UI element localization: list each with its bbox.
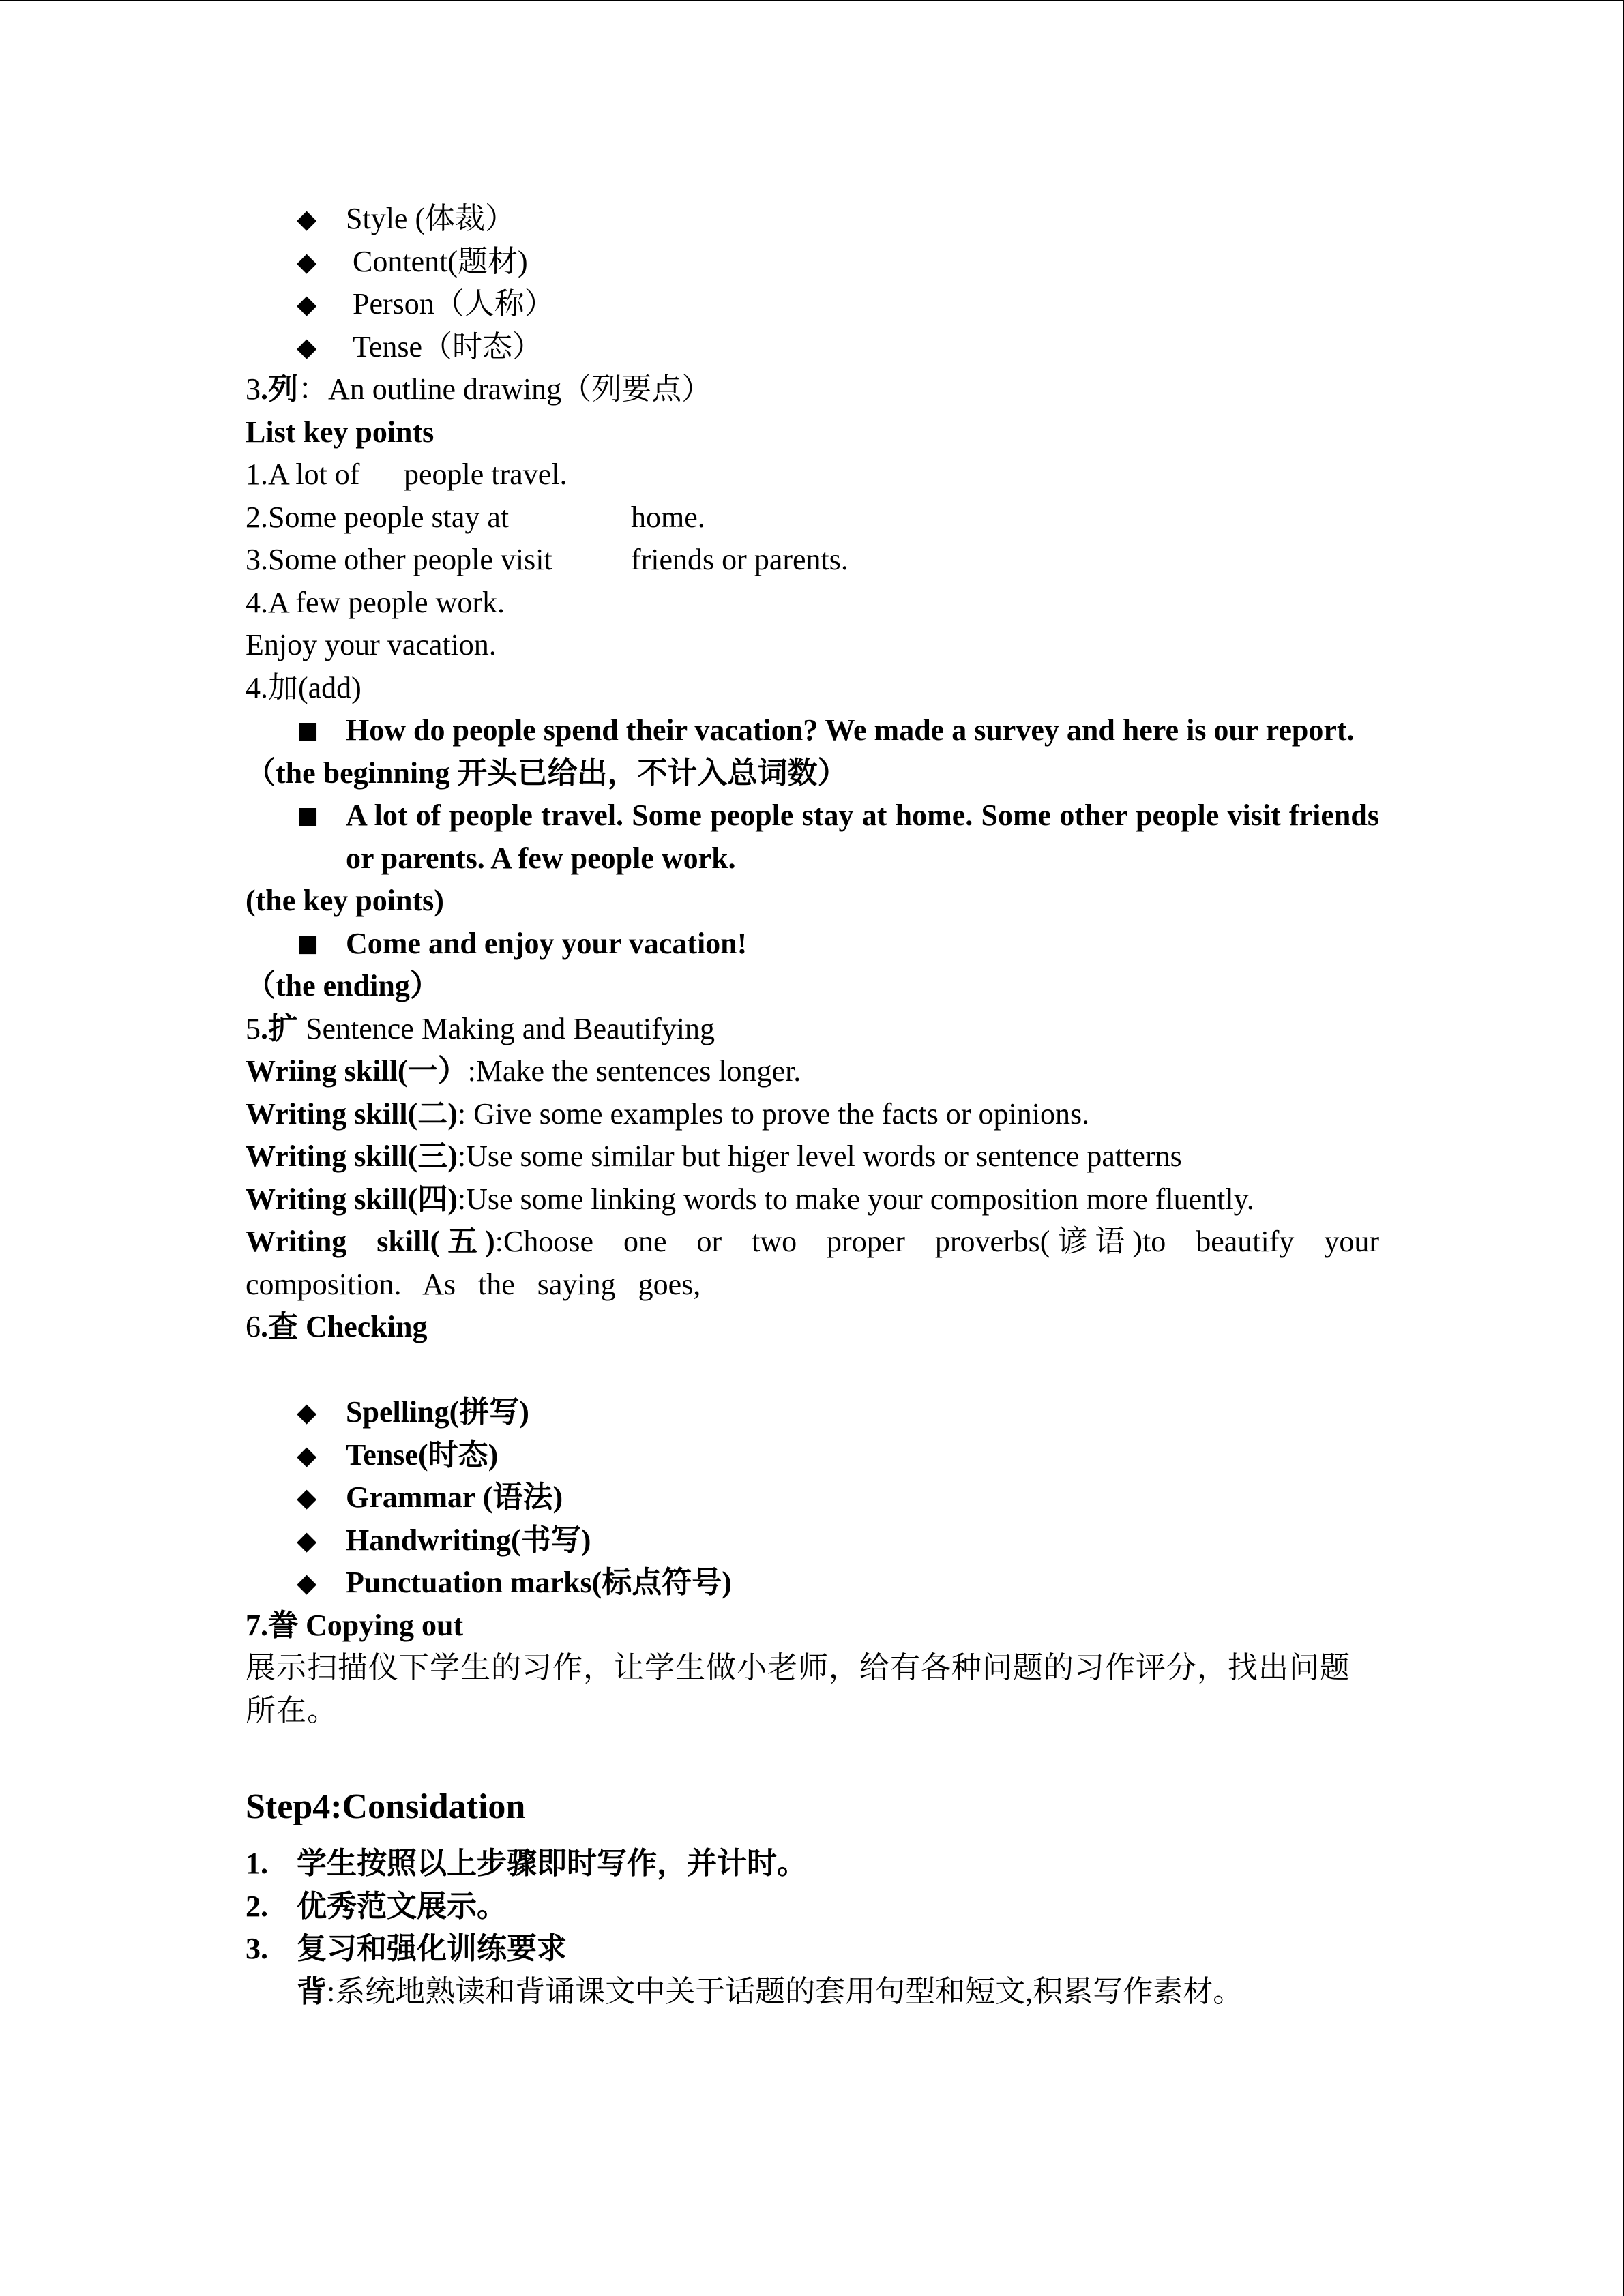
list-key-points-label: List key points (246, 415, 434, 449)
step-7-text: 展示扫描仪下学生的习作，让学生做小老师，给有各种问题的习作评分，找出问题所在。 (246, 1651, 1350, 1727)
diamond-bullet-icon: ◆ (297, 204, 317, 234)
diamond-bullet-icon: ◆ (297, 1525, 317, 1555)
list-item: ◆ Content(题材) (246, 241, 1379, 284)
check-item: ◆ Punctuation marks(标点符号) (246, 1562, 1379, 1605)
diamond-bullet-icon: ◆ (297, 246, 317, 277)
document-page (246, 198, 1379, 2013)
key-point-line: 4.A few people work. (246, 585, 505, 619)
add-item: ■ A lot of people travel. Some people stay at home. Some other people visit friends or parents. A few people work. (246, 794, 1379, 880)
section-heading: Step4:Considation (246, 1787, 526, 1826)
step-5-heading: 5.扩 Sentence Making and Beautifying (246, 1011, 715, 1045)
diamond-bullet-icon: ◆ (297, 331, 317, 362)
key-point-line: 1.A lot of people travel. (246, 458, 567, 491)
writing-skill-line: Writing skill(五):Choose one or two proper proverbs(谚语)to beautify your composition. As the saying goes, (246, 1225, 1379, 1301)
diamond-bullet-icon: ◆ (297, 1397, 317, 1427)
check-item: ◆ Handwriting(书写) (246, 1519, 1379, 1562)
list-item: ◆ Person（人称） (246, 283, 1379, 326)
add-item: ■ Come and enjoy your vacation! (246, 923, 1379, 966)
key-point-line: 3.Some other people visit friends or parents. (246, 543, 848, 576)
check-item: ◆ Tense(时态) (246, 1434, 1379, 1477)
list-item: ◆ Tense（时态） (246, 326, 1379, 369)
numbered-item: 2. 优秀范文展示。 (246, 1889, 507, 1923)
writing-skill-line: Writing skill(二): Give some examples to prove the facts or opinions. (246, 1097, 1090, 1131)
check-item: ◆ Spelling(拼写) (246, 1391, 1379, 1434)
page-top-border (0, 0, 1624, 1)
list-item: ◆ Style (体裁） (246, 198, 1379, 241)
square-bullet-icon: ■ (297, 802, 319, 829)
numbered-item: 1. 学生按照以上步骤即时写作，并计时。 (246, 1847, 807, 1880)
add-item-note: (the key points) (246, 884, 444, 917)
diamond-bullet-icon: ◆ (297, 1568, 317, 1598)
writing-skill-line: Writing skill(三):Use some similar but higer level words or sentence patterns (246, 1139, 1182, 1173)
check-item: ◆ Grammar (语法) (246, 1476, 1379, 1519)
square-bullet-icon: ■ (297, 929, 319, 957)
writing-skill-line: Writing skill(四):Use some linking words to make your composition more fluently. (246, 1182, 1254, 1216)
step-7-heading: 7.誊 Copying out (246, 1608, 464, 1642)
add-item: ■ How do people spend their vacation? We made a survey and here is our report. (246, 709, 1379, 752)
numbered-item: 3. 复习和强化训练要求 (246, 1932, 567, 1965)
step-3-heading: 3.列：An outline drawing（列要点） (246, 372, 712, 406)
step-6-heading: 6.查 Checking (246, 1310, 428, 1343)
add-item-note: （the ending） (246, 969, 440, 1002)
enjoy-line: Enjoy your vacation. (246, 628, 497, 661)
add-item-note: （the beginning 开头已给出，不计入总词数） (246, 756, 848, 790)
key-point-line: 2.Some people stay at home. (246, 500, 705, 534)
spacer (246, 1349, 1379, 1392)
square-bullet-icon: ■ (297, 717, 319, 744)
diamond-bullet-icon: ◆ (297, 289, 317, 319)
diamond-bullet-icon: ◆ (297, 1482, 317, 1512)
recite-line: 背:系统地熟读和背诵课文中关于话题的套用句型和短文,积累写作素材。 (297, 1974, 1243, 2008)
writing-skill-line: Wriing skill(一）:Make the sentences longer. (246, 1054, 801, 1088)
step-4-heading: 4.加(add) (246, 670, 361, 704)
diamond-bullet-icon: ◆ (297, 1440, 317, 1470)
